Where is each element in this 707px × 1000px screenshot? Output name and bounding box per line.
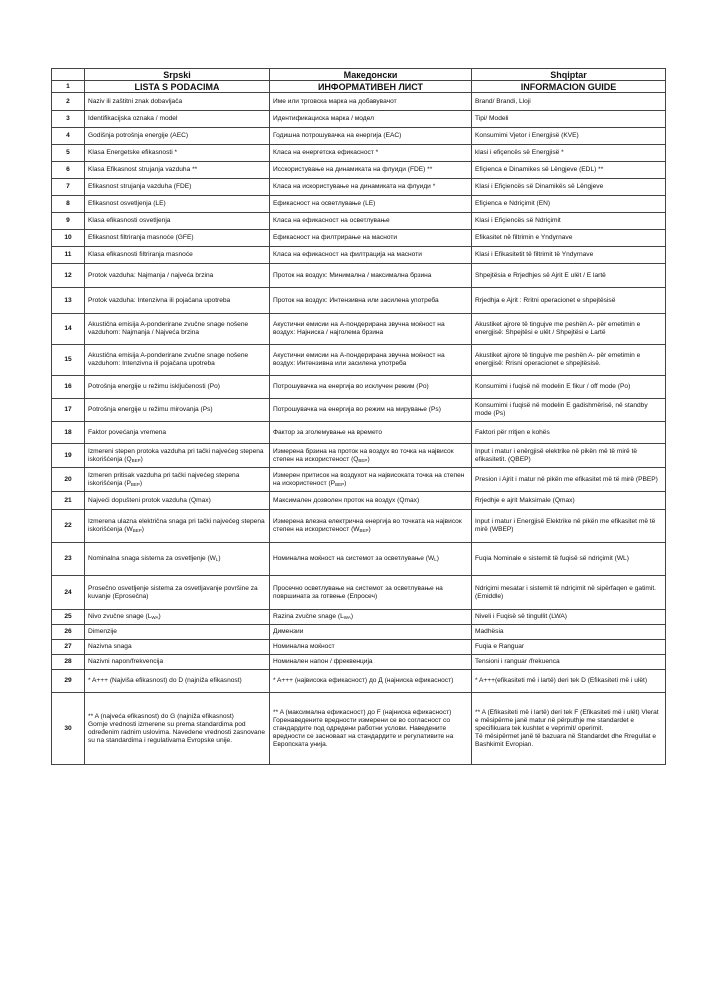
row-number: 17 [52, 399, 85, 422]
table-row [52, 213, 666, 230]
table-row [52, 264, 666, 288]
cell-macedonian-subscript: WA [343, 615, 351, 620]
cell-serbian: Potrošnja energije u režimu isključenosti (Po) [85, 376, 270, 399]
row-number: 21 [52, 492, 85, 510]
cell-albanian: Konsumimi i fuqisë në modelin E gadishmërisë, në standby mode (Ps) [472, 399, 666, 422]
cell-serbian [85, 444, 270, 468]
cell-macedonian [270, 610, 472, 625]
header-albanian: Shqiptar [472, 69, 666, 81]
cell-albanian: Efiçienca e Ndriçimit (EN) [472, 196, 666, 213]
table-row [52, 345, 666, 376]
cell-albanian: Faktori për rritjen e kohës [472, 422, 666, 444]
row-number: 10 [52, 230, 85, 247]
cell-macedonian: ИНФОРМАТИВЕН ЛИСТ [270, 81, 472, 93]
cell-serbian: Potrošnja energije u režimu mirovanja (Ps) [85, 399, 270, 422]
cell-albanian: Klasi i Efiçiencës së Dinamikës së Lëngjeve [472, 179, 666, 196]
cell-serbian [85, 610, 270, 625]
cell-albanian: Akustiket ajrore të tingujve me peshën A- për emetimin e energjisë: Rrisni operacionet e shpejtësisë. [472, 345, 666, 376]
cell-serbian: Nazivna snaga [85, 640, 270, 655]
row-number: 24 [52, 576, 85, 610]
cell-serbian-text: Nominalna snaga sistema za osvetljenje (W [88, 555, 216, 562]
row-number: 2 [52, 93, 85, 111]
cell-macedonian: Класа на искористување на динамиката на флуиди * [270, 179, 472, 196]
table-row [52, 655, 666, 670]
cell-macedonian: Класа на ефикасност на филтрација на масноти [270, 247, 472, 264]
language-header-row [52, 69, 666, 81]
row-number: 11 [52, 247, 85, 264]
cell-macedonian: Просечно осветлување на системот за осветлување на површината за готвење (Епросеч) [270, 576, 472, 610]
row-number: 15 [52, 345, 85, 376]
cell-albanian: Klasi i Efikasitetit të filtrimit të Yndyrnave [472, 247, 666, 264]
cell-serbian: Efikasnost osvetljenja (LE) [85, 196, 270, 213]
cell-macedonian-subscript: BEP [358, 457, 368, 463]
cell-serbian: * A+++ (Najviša efikasnost) do D (najniža efikasnost) [85, 670, 270, 693]
cell-serbian [85, 468, 270, 492]
cell-serbian: Protok vazduha: Intenzivna ili pojačana upotreba [85, 288, 270, 314]
cell-albanian: Fuqia Nominale e sistemit të fuqisë së ndriçimit (WL) [472, 543, 666, 576]
cell-serbian-text: Izmereni stepen protoka vazduha pri tački najvećeg stepena iskorišćenja (Q [88, 447, 264, 463]
cell-serbian: Identifikacijska oznaka / model [85, 111, 270, 128]
cell-macedonian: Потрошувачка на енергија во исклучен режим (Po) [270, 376, 472, 399]
cell-macedonian-subscript: L [434, 557, 437, 562]
cell-albanian: Brand/ Brandi, Lloji [472, 93, 666, 111]
cell-macedonian-subscript: BEP [335, 481, 345, 487]
table-row [52, 93, 666, 111]
cell-albanian: Konsumimi Vjetor i Energjisë (KVE) [472, 128, 666, 145]
cell-albanian: Akustiket ajrore të tingujve me peshën A- për emetimin e energjisë: Shpejtësi e ulët / Shpejtësi e Lartë [472, 314, 666, 345]
cell-albanian: Tipi/ Modeli [472, 111, 666, 128]
table-row [52, 247, 666, 264]
cell-serbian: Faktor povećanja vremena [85, 422, 270, 444]
cell-macedonian: Проток на воздух: Интензивна или засилена употреба [270, 288, 472, 314]
cell-serbian-tail: ) [218, 555, 221, 562]
table-row [52, 444, 666, 468]
cell-macedonian-tail: ) [350, 613, 354, 620]
cell-serbian: Protok vazduha: Najmanja / najveća brzina [85, 264, 270, 288]
cell-macedonian: Фактор за зголемување на времето [270, 422, 472, 444]
cell-serbian: Efikasnost strujanja vazduha (FDE) [85, 179, 270, 196]
cell-serbian: Akustična emisija A-ponderirane zvučne snage nošene vazduhom: Intenzivna ili pojačana upotreba [85, 345, 270, 376]
cell-albanian: Tensioni i ranguar /frekuenca [472, 655, 666, 670]
table-row [52, 288, 666, 314]
cell-serbian-tail: ) [141, 526, 144, 533]
cell-serbian-text: Izmeren pritisak vazduha pri tački najvećeg stepena iskorišćenja (P [88, 471, 240, 487]
table-row [52, 625, 666, 640]
cell-albanian: ** A (Efikasiteti më i lartë) deri tek F (Efikasiteti më i ulët) Vlerat e mësipërme janë matur në përputhje me standardet e specifikuara tek kushtet e veprimit/ operimit. Të mësipërmet janë të bazuara në Standardet dhe Rregullat e Bashkimit Evropian. [472, 693, 666, 765]
cell-macedonian: Номинален напон / фреквенција [270, 655, 472, 670]
cell-albanian: Ndriçimi mesatar i sistemit të ndriçimit në sipërfaqen e gatimit. (Emiddle) [472, 576, 666, 610]
row-number: 8 [52, 196, 85, 213]
cell-serbian-subscript: WA [151, 615, 159, 620]
row-number: 18 [52, 422, 85, 444]
cell-macedonian: Проток на воздух: Минимална / максимална брзина [270, 264, 472, 288]
cell-macedonian-subscript: BEP [359, 528, 369, 533]
cell-albanian: Klasi i Efiçiencës së Ndriçimit [472, 213, 666, 230]
cell-albanian: * A+++(efikasiteti më i lartë) deri tek D (Efikasiteti më i ulët) [472, 670, 666, 693]
cell-albanian: Presion i Ajrit i matur në pikën me efikasitet më të mirë (PBEP) [472, 468, 666, 492]
cell-albanian: klasi i efiçencës së Energjisë * [472, 145, 666, 162]
cell-macedonian-tail: ) [368, 526, 371, 533]
cell-macedonian-text: Номинална моќност на системот за осветлување (W [273, 555, 435, 562]
cell-macedonian-text: Измерен притисок на воздухот на највисоката точка на степен на искористеност (P [273, 471, 465, 487]
table-row [52, 422, 666, 444]
cell-macedonian-text: Измерена брзина на проток на воздух во точка на највисок степен на искористеност (Q [273, 447, 454, 463]
cell-serbian: Najveći dopušteni protok vazduha (Qmax) [85, 492, 270, 510]
cell-macedonian: Годишна потрошувачка на енергија (EAC) [270, 128, 472, 145]
row-number: 27 [52, 640, 85, 655]
row-number: 9 [52, 213, 85, 230]
cell-serbian: LISTA S PODACIMA [85, 81, 270, 93]
cell-serbian-subscript: L [215, 557, 219, 562]
cell-albanian: Fuqia e Ranguar [472, 640, 666, 655]
cell-macedonian-text: Измерена влезна електрична енергија во точката на највисок степен на искористеност (W [273, 518, 462, 533]
cell-macedonian [270, 543, 472, 576]
row-number: 13 [52, 288, 85, 314]
table-row [52, 196, 666, 213]
row-number: 30 [52, 693, 85, 765]
cell-macedonian-text: Razina zvučne snage (L [273, 613, 344, 620]
cell-serbian-tail: ) [139, 479, 143, 487]
cell-serbian: Prosečno osvetljenje sistema za osvetljavanje površine za kuvanje (Eprosečna) [85, 576, 270, 610]
row-number: 23 [52, 543, 85, 576]
cell-serbian [85, 543, 270, 576]
cell-serbian-subscript: BEP [131, 457, 141, 463]
table-row [52, 145, 666, 162]
cell-albanian: Rrjedhja e Ajrit : Rritni operacionet e shpejtësisë [472, 288, 666, 314]
cell-macedonian-tail: ) [367, 455, 370, 463]
cell-serbian [85, 510, 270, 543]
row-number: 7 [52, 179, 85, 196]
cell-macedonian: Класа на ефикасност на осветлување [270, 213, 472, 230]
cell-macedonian [270, 510, 472, 543]
row-number: 25 [52, 610, 85, 625]
row-number: 1 [52, 81, 85, 93]
cell-albanian: Input i matur i Energjisë Elektrike në pikën me efikasitet më të mirë (WBEP) [472, 510, 666, 543]
table-row [52, 162, 666, 179]
table-row [52, 81, 666, 93]
cell-macedonian [270, 468, 472, 492]
cell-serbian: Akustična emisija A-ponderirane zvučne snage nošene vazduhom: Najmanja / Najveća brzina [85, 314, 270, 345]
table-row [52, 179, 666, 196]
table-row [52, 693, 666, 765]
cell-macedonian: Номинална моќност [270, 640, 472, 655]
cell-serbian: Klasa efikasnosti filtriranja masnoće [85, 247, 270, 264]
cell-macedonian: Акустични емисии на А-пондерирана звучна моќност на воздух: Интензивна или засилена употреба [270, 345, 472, 376]
table-row [52, 468, 666, 492]
cell-macedonian: Димензии [270, 625, 472, 640]
cell-serbian-tail: ) [140, 455, 143, 463]
cell-albanian: Madhësia [472, 625, 666, 640]
cell-macedonian: Исскористување на динамиката на флуиди (FDE) ** [270, 162, 472, 179]
cell-albanian: Rrjedhje e ajrit Maksimale (Qmax) [472, 492, 666, 510]
table-row [52, 576, 666, 610]
cell-macedonian: Ефикасност на осветлување (LE) [270, 196, 472, 213]
cell-serbian: Godišnja potrošnja energije (AEC) [85, 128, 270, 145]
table-row [52, 314, 666, 345]
table-row [52, 610, 666, 625]
cell-albanian: Shpejtësia e Rrjedhjes së Ajrit E ulët / E lartë [472, 264, 666, 288]
cell-macedonian: Име или трговска марка на добавувачот [270, 93, 472, 111]
cell-macedonian: ** A (максимална ефикасност) до F (најниска ефикасност) Горенаведените вредности измерени се во согласност со стандардите под одредени работни услови. Наведените вредности се засноваат на стандардите и регулативите на Европската унија. [270, 693, 472, 765]
table-row [52, 111, 666, 128]
cell-serbian: Dimenzije [85, 625, 270, 640]
cell-serbian: Efikasnost filtriranja masnoće (GFE) [85, 230, 270, 247]
cell-albanian: Input i matur i enërgjisë elektrike në pikën më të mirë të efikasitetit. (QBEP) [472, 444, 666, 468]
cell-macedonian: Максимален дозволен проток на воздух (Qmax) [270, 492, 472, 510]
cell-serbian-tail: ) [158, 613, 161, 620]
cell-serbian: Klasa efikasnosti osvetljenja [85, 213, 270, 230]
header-serbian: Srpski [85, 69, 270, 81]
cell-albanian: Niveli i Fuqisë së tingullit (LWA) [472, 610, 666, 625]
cell-macedonian-tail: ) [344, 479, 347, 487]
cell-albanian: Konsumimi i fuqisë në modelin E fikur / off mode (Po) [472, 376, 666, 399]
table-row [52, 670, 666, 693]
table-row [52, 543, 666, 576]
row-number: 29 [52, 670, 85, 693]
header-macedonian: Македонски [270, 69, 472, 81]
cell-serbian: ** A (najveća efikasnost) do G (najniža efikasnost) Gornje vrednosti izmerene su prema standardima pod određenim radnim uslovima. Navedene vrednosti zasnovane su na standardima i regulativama Evropske unije. [85, 693, 270, 765]
cell-macedonian: Ефикасност на филтрирање на масноти [270, 230, 472, 247]
cell-macedonian [270, 444, 472, 468]
cell-serbian-text: Nivo zvučne snage (L [88, 613, 152, 620]
header-corner-cell [52, 69, 85, 81]
row-number: 12 [52, 264, 85, 288]
cell-serbian: Naziv ili zaštitni znak dobavljača [85, 93, 270, 111]
info-sheet-table [51, 68, 666, 765]
cell-macedonian: Класа на енергетска ефикасност * [270, 145, 472, 162]
row-number: 6 [52, 162, 85, 179]
cell-serbian-text: Izmerena ulazna električna snaga pri tački najvećeg stepena iskorišćenja (W [88, 518, 265, 533]
cell-macedonian-tail: ) [436, 555, 439, 562]
row-number: 4 [52, 128, 85, 145]
cell-macedonian: Идентификациска марка / модел [270, 111, 472, 128]
cell-macedonian: Акустични емисии на А-пондерирана звучна моќност на воздух: Најниска / најголема брзина [270, 314, 472, 345]
row-number: 14 [52, 314, 85, 345]
table-row [52, 640, 666, 655]
table-row [52, 510, 666, 543]
table-row [52, 128, 666, 145]
cell-serbian-subscript: BEP [130, 481, 140, 487]
cell-serbian: Klasa Energetske efikasnosti * [85, 145, 270, 162]
row-number: 3 [52, 111, 85, 128]
row-number: 28 [52, 655, 85, 670]
cell-albanian: INFORMACION GUIDE [472, 81, 666, 93]
table-row [52, 376, 666, 399]
row-number: 19 [52, 444, 85, 468]
cell-macedonian: Потрошувачка на енергија во режим на мирување (Ps) [270, 399, 472, 422]
cell-albanian: Efiçienca e Dinamikes së Lëngjeve (EDL) ** [472, 162, 666, 179]
row-number: 20 [52, 468, 85, 492]
cell-albanian: Efikasitet në filtrimin e Yndyrnave [472, 230, 666, 247]
table-row [52, 230, 666, 247]
table-row [52, 399, 666, 422]
cell-serbian-subscript: BEP [132, 528, 142, 533]
row-number: 22 [52, 510, 85, 543]
cell-serbian: Klasa Efikasnost strujanja vazduha ** [85, 162, 270, 179]
table-row [52, 492, 666, 510]
cell-macedonian: * A+++ (највисока ефикасност) до Д (најниска ефикасност) [270, 670, 472, 693]
row-number: 5 [52, 145, 85, 162]
row-number: 16 [52, 376, 85, 399]
cell-serbian: Nazivni napon/frekvencija [85, 655, 270, 670]
row-number: 26 [52, 625, 85, 640]
